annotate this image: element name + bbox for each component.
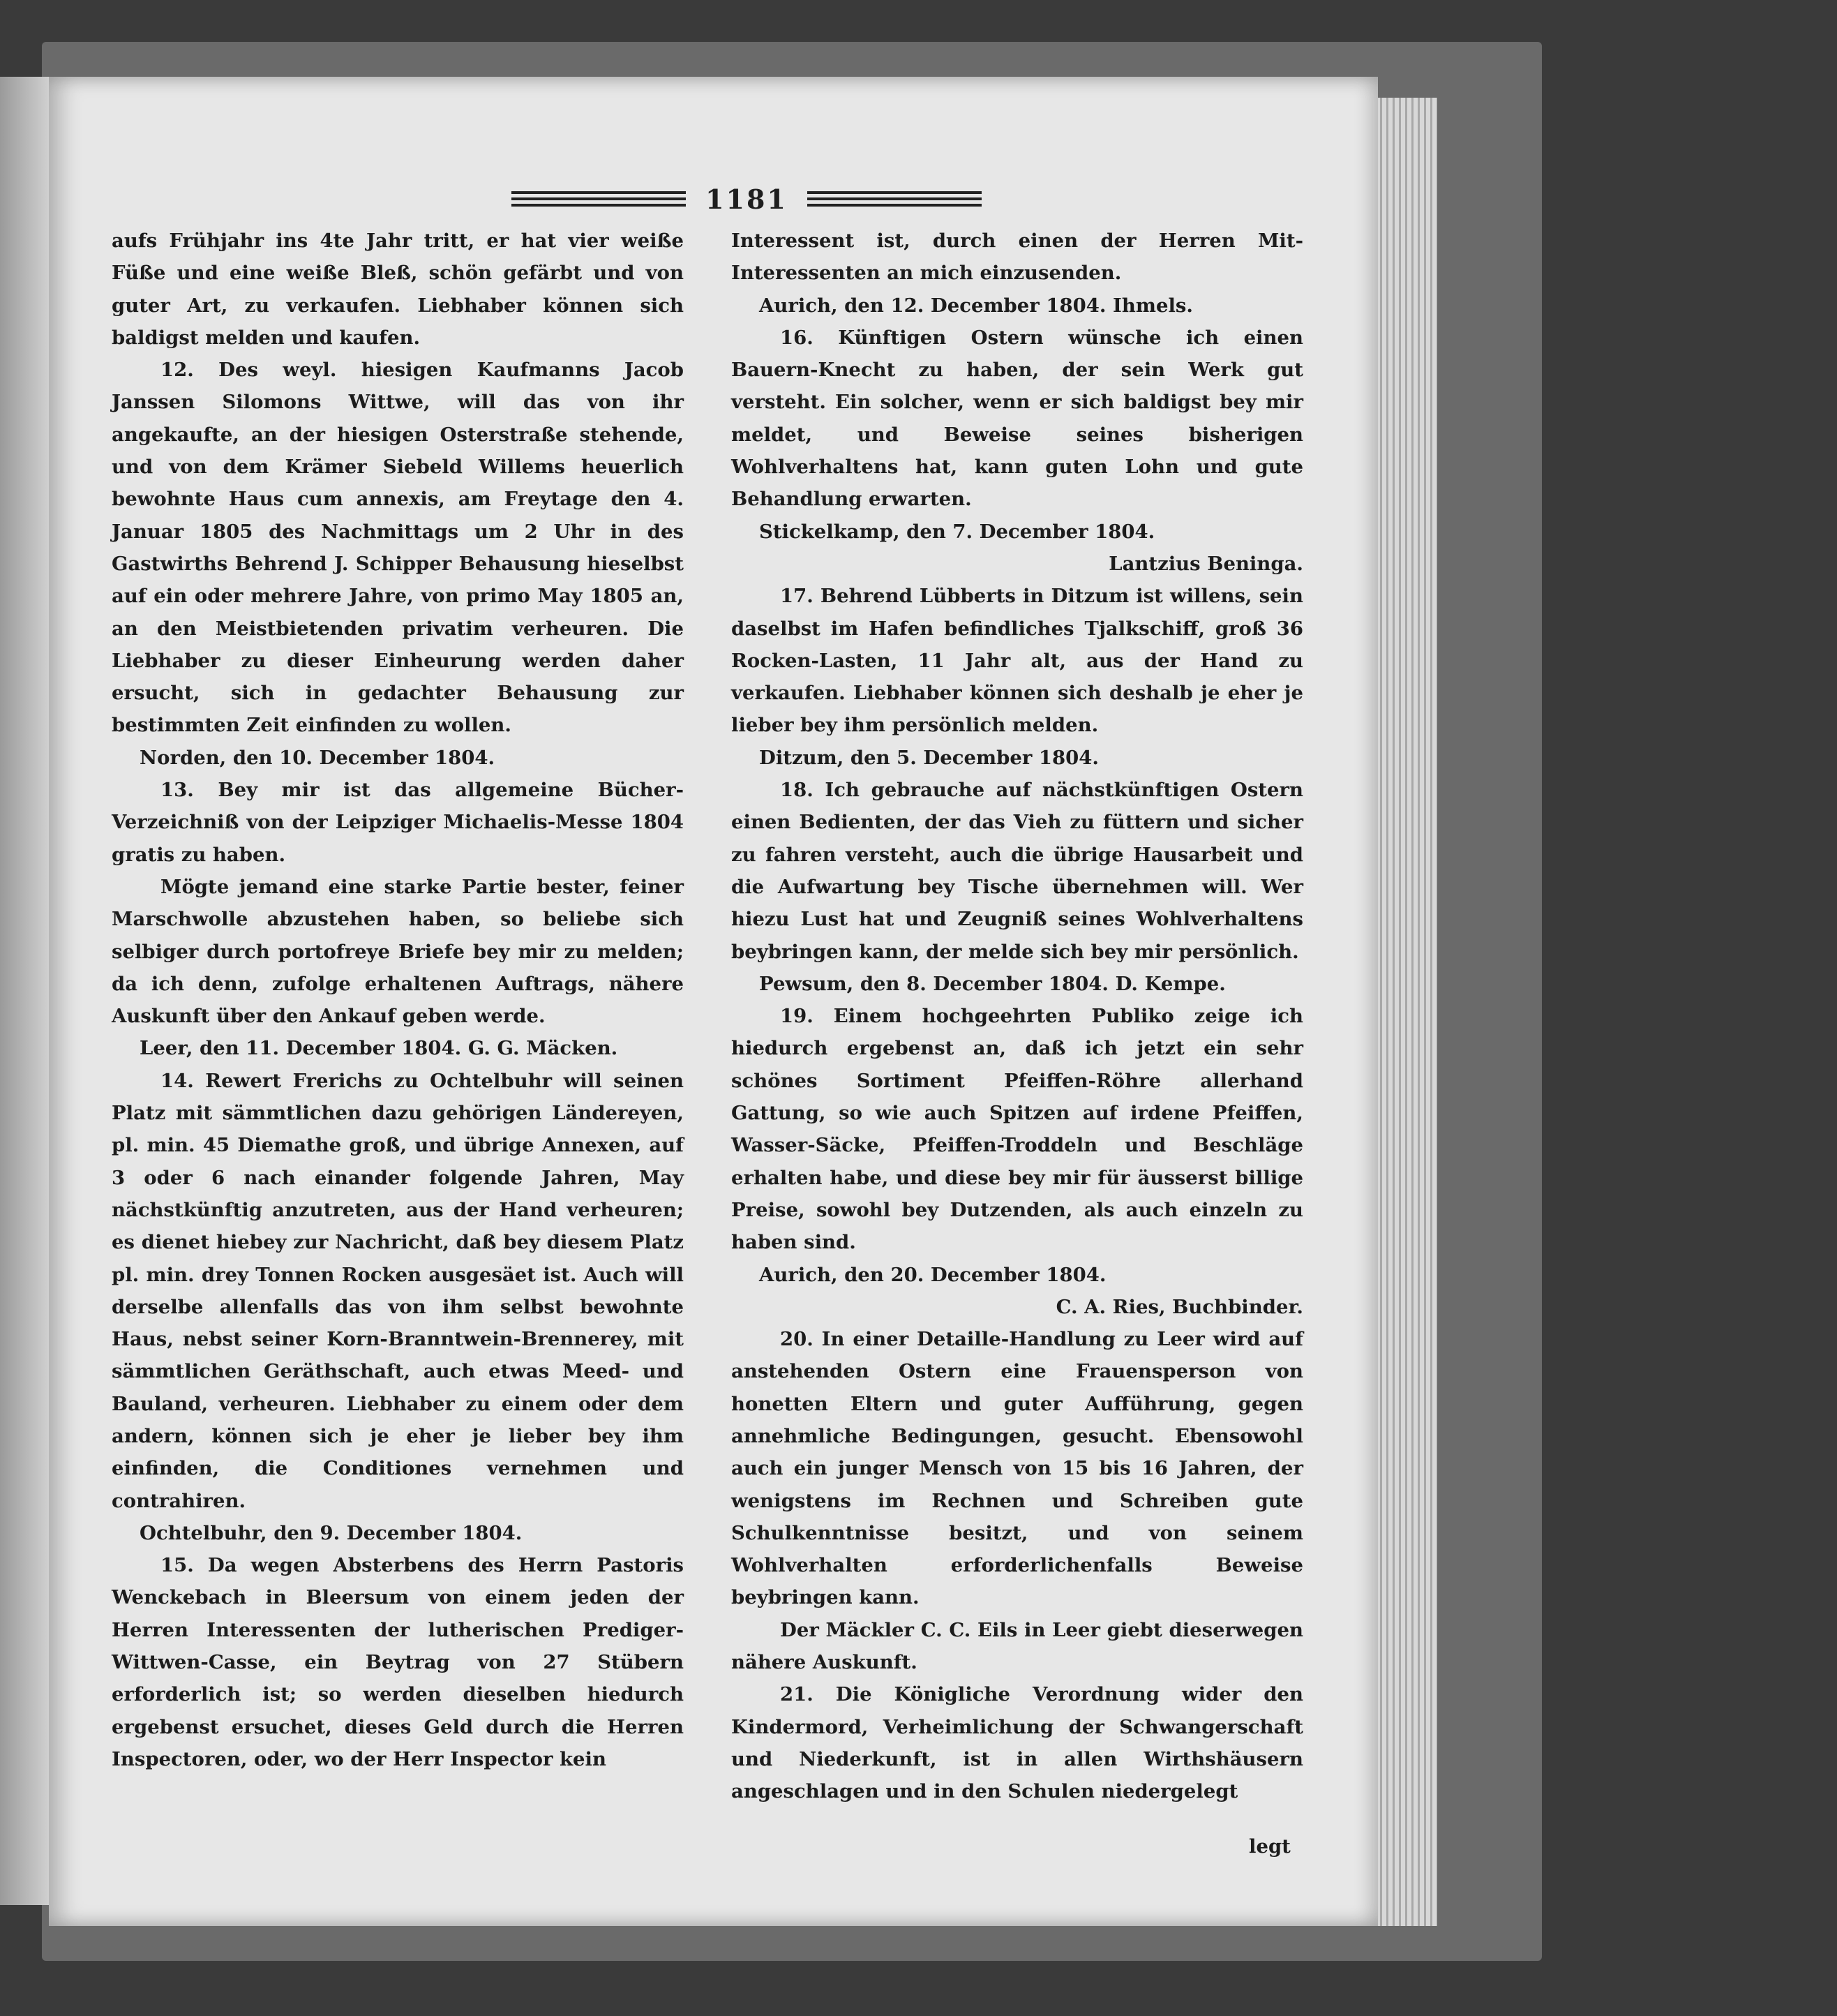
notice-16: 16. Künftigen Ostern wünsche ich einen Bauern-Knecht zu haben, der sein Werk gut versteht. Ein solcher, wenn er sich baldigst bey mir meldet, und Beweise seines bisherigen Wohlverhaltens hat, kann guten Lohn und gute Behandlung erwarten.: [731, 326, 1303, 511]
page-header: [495, 174, 998, 223]
header-rule-right: [807, 191, 982, 207]
notice-signature: Aurich, den 12. December 1804. Ihmels.: [759, 294, 1193, 317]
notice-19: 19. Einem hochgeehrten Publiko zeige ich hiedurch ergebenst an, daß ich jetzt ein sehr schönes Sortiment Pfeiffen-Röhre allerhand Gattung, so wie auch Spitzen auf irdene Pfeiffen, Wasser-Säcke, Pfeiffen-Troddeln und Beschläge erhalten habe, und diese bey mir für äusserst billige Preise, sowohl bey Dutzenden, als auch einzeln zu haben sind.: [731, 1005, 1303, 1254]
notice-17: 17. Behrend Lübberts in Ditzum ist willens, sein daselbst im Hafen befindliches Tjalkschiff, groß 36 Rocken-Lasten, 11 Jahr alt, aus der Hand zu verkaufen. Liebhaber können sich deshalb je eher je lieber bey ihm persönlich melden.: [731, 585, 1303, 737]
left-column: [112, 225, 684, 1775]
notice-20: 20. In einer Detaille-Handlung zu Leer wird auf anstehenden Ostern eine Frauensperson von honetten Eltern und guter Aufführung, gegen annehmliche Bedingungen, gesucht. Ebensowohl auch ein junger Mensch von 15 bis 16 Jahren, der wenigstens im Rechnen und Schreiben gute Schulkenntnisse besitzt, und von seinem Wohlverhalten erforderlichenfalls Beweise beybringen kann.: [731, 1328, 1303, 1609]
notice-signature: Norden, den 10. December 1804.: [140, 746, 495, 769]
page-number: 1181: [705, 183, 788, 215]
paragraph: Interessent ist, durch einen der Herren Mit-Interessenten an mich einzusenden.: [731, 230, 1303, 285]
notice-signature: Ditzum, den 5. December 1804.: [759, 746, 1100, 769]
notice-13: 13. Bey mir ist das allgemeine Bücher-Verzeichniß von der Leipziger Michaelis-Messe 1804 gratis zu haben.: [112, 779, 684, 866]
notice-signature-name: C. A. Ries, Buchbinder.: [1056, 1295, 1303, 1318]
notice-18: 18. Ich gebrauche auf nächstkünftigen Ostern einen Bedienten, der das Vieh zu füttern und sicher zu fahren versteht, auch die übrige Hausarbeit und die Aufwartung bey Tische übernehmen will. Wer hiezu Lust hat und Zeugniß seines Wohlverhaltens beybringen kann, der melde sich bey mir persönlich.: [731, 779, 1303, 963]
notice-21: 21. Die Königliche Verordnung wider den Kindermord, Verheimlichung der Schwangerschaft und Niederkunft, ist in allen Wirthshäusern angeschlagen und in den Schulen niedergelegt: [731, 1683, 1303, 1803]
notice-12: 12. Des weyl. hiesigen Kaufmanns Jacob Janssen Silomons Wittwe, will das von ihr angekaufte, an der hiesigen Osterstraße stehende, und von dem Krämer Siebeld Willems heuerlich bewohnte Haus cum annexis, am Freytage den 4. Januar 1805 des Nachmittags um 2 Uhr in des Gastwirths Behrend J. Schipper Behausung hieselbst auf ein oder mehrere Jahre, von primo May 1805 an, an den Meistbietenden privatim verheuren. Die Liebhaber zu dieser Einheurung werden daher ersucht, sich in gedachter Behausung zur bestimmten Zeit einfinden zu wollen.: [112, 359, 684, 737]
paragraph: Der Mäckler C. C. Eils in Leer giebt dieserwegen nähere Auskunft.: [731, 1618, 1303, 1674]
notice-signature-name: Lantzius Beninga.: [1109, 552, 1303, 575]
notice-signature: Ochtelbuhr, den 9. December 1804.: [140, 1521, 523, 1544]
notice-15: 15. Da wegen Absterbens des Herrn Pastoris Wenckebach in Bleersum von einem jeden der Herren Interessenten der lutherischen Prediger-Wittwen-Casse, ein Beytrag von 27 Stübern erforderlich ist; so werden dieselben hiedurch ergebenst ersuchet, dieses Geld durch die Herren Inspectoren, oder, wo der Herr Inspector kein: [112, 1554, 684, 1770]
book-page: [49, 77, 1378, 1926]
notice-signature: Leer, den 11. December 1804. G. G. Mäcken.: [140, 1037, 618, 1060]
notice-signature: Pewsum, den 8. December 1804. D. Kempe.: [759, 972, 1226, 995]
header-rule-left: [511, 191, 686, 207]
right-column: [731, 225, 1303, 1808]
notice-signature: Aurich, den 20. December 1804.: [759, 1263, 1107, 1286]
catchword: legt: [1249, 1835, 1291, 1858]
paragraph: Mögte jemand eine starke Partie bester, feiner Marschwolle abzustehen haben, so beliebe sich selbiger durch portofreye Briefe bey mir zu melden; da ich denn, zufolge erhaltenen Auftrags, nähere Auskunft über den Ankauf geben werde.: [112, 875, 684, 1028]
paragraph: aufs Frühjahr ins 4te Jahr tritt, er hat vier weiße Füße und eine weiße Bleß, schön gefärbt und von guter Art, zu verkaufen. Liebhaber können sich baldigst melden und kaufen.: [112, 230, 684, 349]
notice-14: 14. Rewert Frerichs zu Ochtelbuhr will seinen Platz mit sämmtlichen dazu gehörigen Ländereyen, pl. min. 45 Diemathe groß, und übrige Annexen, auf 3 oder 6 nach einander folgende Jahren, May nächstkünftig anzutreten, aus der Hand verheuren; es dienet hiebey zur Nachricht, daß bey diesem Platz pl. min. drey Tonnen Rocken ausgesäet ist. Auch will derselbe allenfalls das von ihm selbst bewohnte Haus, nebst seiner Korn-Branntwein-Brennerey, mit sämmtlichen Geräthschaft, auch etwas Meed- und Bauland, verheuren. Liebhaber zu einem oder dem andern, können sich je eher je lieber bey ihm einfinden, die Conditiones vernehmen und contrahiren.: [112, 1069, 684, 1512]
facing-page-edge: [0, 77, 49, 1905]
notice-signature: Stickelkamp, den 7. December 1804.: [759, 520, 1155, 543]
